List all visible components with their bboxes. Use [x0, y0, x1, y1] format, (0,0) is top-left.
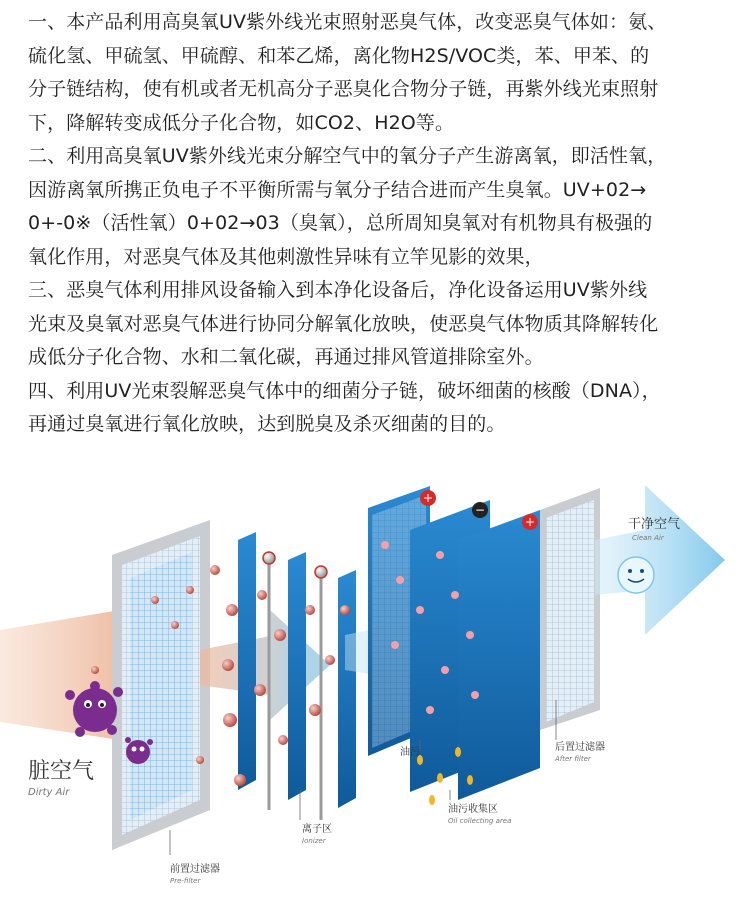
svg-text:−: −	[474, 503, 486, 517]
text-line: 光束及臭氧对恶臭气体进行协同分解氧化放映，使恶臭气体物质其降解转化	[28, 312, 659, 335]
text-line: 三、恶臭气体利用排风设备输入到本净化设备后，净化设备运用UV紫外线	[28, 279, 648, 301]
text-line: 一、本产品利用高臭氧UV紫外线光束照射恶臭气体，改变恶臭气体如：氨、	[28, 11, 667, 33]
clean-air-arrow	[595, 485, 725, 635]
ionizer-plates	[238, 532, 356, 820]
after-filter-panel	[540, 488, 600, 730]
paragraph-4	[28, 375, 728, 442]
oil-label: 油污	[400, 747, 420, 758]
paragraph-2	[28, 140, 728, 274]
clean-air-label-en: Clean Air	[632, 534, 664, 542]
oil-collecting-label-en: Oil collecting area	[448, 817, 512, 825]
svg-text:+: +	[422, 491, 434, 505]
text-line: 下，降解转变成低分子化合物，如CO2、H2O等。	[28, 111, 455, 134]
dirty-air-label-en: Dirty Air	[28, 787, 70, 798]
description-text	[28, 6, 728, 442]
text-line: 四、利用UV光束裂解恶臭气体中的细菌分子链，破坏细菌的核酸（DNA），	[28, 379, 661, 402]
plus-badge-1	[420, 490, 436, 506]
text-line: 0+-0※（活性氧）0+02→03（臭氧），总所周知臭氧对有机物具有极强的	[28, 212, 653, 234]
clean-air-label: 干净空气	[628, 517, 681, 532]
dirty-air-label: 脏空气	[28, 759, 95, 784]
text-line: 再通过臭氧进行氧化放映，达到脱臭及杀灭细菌的目的。	[28, 413, 506, 435]
paragraph-1	[28, 6, 728, 140]
svg-text:+: +	[524, 515, 536, 529]
pre-filter-label: 前置过滤器	[170, 864, 220, 875]
pre-filter-label-en: Pre-filter	[170, 877, 201, 885]
text-line: 成低分子化合物、水和二氧化碳，再通过排风管道排除室外。	[28, 346, 544, 368]
oil-collecting-label: 油污收集区	[448, 804, 498, 815]
text-line: 硫化氢、甲硫氢、甲硫醇、和苯乙烯，离化物H2S/VOC类，苯、甲苯、的	[28, 44, 650, 67]
paragraph-3	[28, 274, 728, 375]
text-line: 氧化作用，对恶臭气体及其他刺激性异味有立竿见影的效果，	[28, 245, 544, 268]
text-line: 二、利用高臭氧UV紫外线光束分解空气中的氧分子产生游离氧，即活性氧，	[28, 145, 667, 167]
text-line: 因游离氧所携正负电子不平衡所需与氧分子结合进而产生臭氧。UV+02→	[28, 178, 647, 201]
plus-badge-2	[522, 514, 538, 530]
flow-arrow-ionizer	[200, 610, 330, 720]
ionizer-label-en: Ionizer	[302, 837, 326, 845]
after-filter-label: 后置过滤器	[555, 742, 605, 753]
ionizer-label: 离子区	[302, 824, 332, 835]
pre-filter-panel	[112, 520, 210, 850]
text-line: 分子链结构，使有机或者无机高分子恶臭化合物分子链，再紫外线光束照射	[28, 78, 659, 100]
clean-air-bubble-icon	[618, 557, 654, 593]
after-filter-label-en: After filter	[555, 755, 591, 763]
purification-diagram	[0, 460, 750, 899]
minus-badge	[472, 502, 488, 518]
